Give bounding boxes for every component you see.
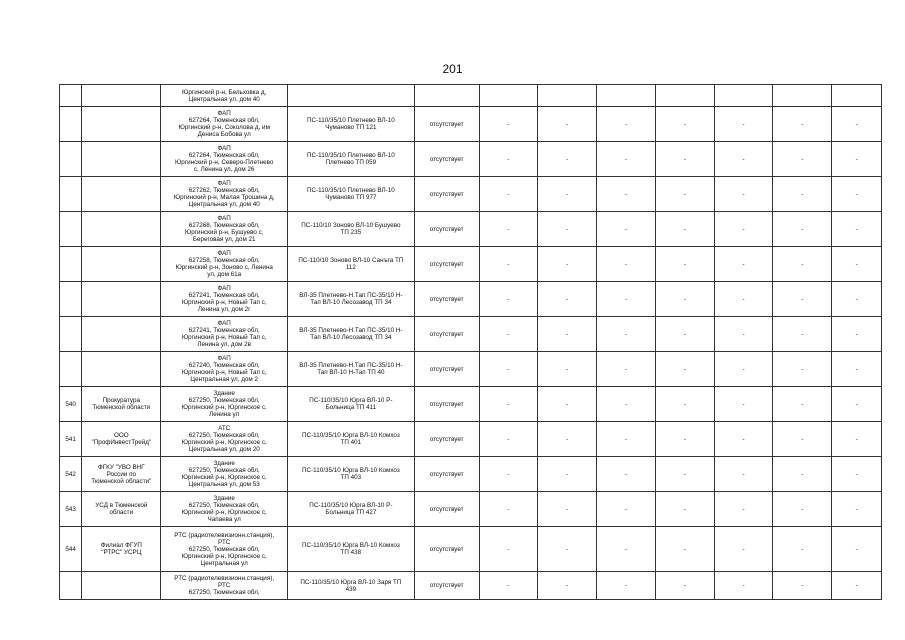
value-cell: - — [714, 492, 773, 527]
value-cell: - — [655, 352, 714, 387]
table-row — [60, 492, 882, 527]
substation-cell: ПС-110/35/10 Юрга ВЛ-10 Р- Больница ТП 427 — [288, 492, 415, 527]
substation-cell: ПС-110/35/10 Юрга ВЛ-10 Комхоз ТП 438 — [288, 527, 415, 572]
organization-cell: УСД в Тюменской области — [82, 492, 161, 527]
value-cell: - — [479, 107, 538, 142]
page-number: 201 — [442, 62, 463, 76]
value-cell: - — [655, 527, 714, 572]
value-cell: - — [655, 177, 714, 212]
value-cell — [479, 85, 538, 107]
status-cell: отсутствует — [414, 247, 479, 282]
object-address-cell: ФАП 627241, Тюменская обл, Юргинский р-н, Новый Тап с, Ленина ул, дом 2г — [161, 282, 288, 317]
organization-cell — [82, 317, 161, 352]
value-cell: - — [714, 572, 773, 600]
row-number: 543 — [60, 492, 82, 527]
value-cell: - — [773, 212, 832, 247]
value-cell: - — [714, 422, 773, 457]
value-cell: - — [538, 247, 597, 282]
value-cell: - — [655, 142, 714, 177]
organization-cell — [82, 142, 161, 177]
table-row — [60, 387, 882, 422]
value-cell: - — [538, 352, 597, 387]
value-cell: - — [832, 282, 882, 317]
table-row — [60, 572, 882, 600]
row-number — [60, 317, 82, 352]
substation-cell: ВЛ-35 Плетнево-Н.Тап ПС-35/10 Н- Тап ВЛ-10 Н-Тап ТП 40 — [288, 352, 415, 387]
value-cell: - — [773, 107, 832, 142]
value-cell: - — [655, 422, 714, 457]
table-row — [60, 457, 882, 492]
value-cell: - — [597, 142, 656, 177]
value-cell: - — [832, 572, 882, 600]
value-cell: - — [597, 387, 656, 422]
row-number: 542 — [60, 457, 82, 492]
value-cell: - — [773, 387, 832, 422]
object-address-cell: ФАП 627240, Тюменская обл, Юргинский р-н, Новый Тап с, Центральная ул, дом 2 — [161, 352, 288, 387]
value-cell: - — [714, 107, 773, 142]
value-cell: - — [714, 142, 773, 177]
status-cell: отсутствует — [414, 457, 479, 492]
value-cell: - — [479, 352, 538, 387]
value-cell: - — [479, 142, 538, 177]
status-cell — [414, 85, 479, 107]
status-cell: отсутствует — [414, 527, 479, 572]
value-cell: - — [479, 492, 538, 527]
value-cell: - — [597, 352, 656, 387]
organization-cell — [82, 212, 161, 247]
value-cell: - — [832, 212, 882, 247]
object-address-cell: РТС (радиотелевизионн.станция), РТС 627250, Тюменская обл, — [161, 572, 288, 600]
value-cell: - — [832, 527, 882, 572]
row-number — [60, 177, 82, 212]
value-cell: - — [538, 282, 597, 317]
row-number: 544 — [60, 527, 82, 572]
value-cell: - — [832, 492, 882, 527]
row-number — [60, 572, 82, 600]
row-number — [60, 247, 82, 282]
value-cell: - — [773, 177, 832, 212]
value-cell: - — [832, 317, 882, 352]
table-row — [60, 422, 882, 457]
value-cell: - — [655, 107, 714, 142]
row-number — [60, 107, 82, 142]
value-cell: - — [714, 282, 773, 317]
table-row — [60, 247, 882, 282]
substation-cell: ПС-110/35/10 Плетнево ВЛ-10 Чуманово ТП 121 — [288, 107, 415, 142]
value-cell — [655, 85, 714, 107]
value-cell: - — [832, 177, 882, 212]
row-number — [60, 142, 82, 177]
value-cell: - — [479, 387, 538, 422]
value-cell: - — [773, 247, 832, 282]
value-cell: - — [773, 422, 832, 457]
row-number — [60, 85, 82, 107]
value-cell: - — [714, 387, 773, 422]
row-number — [60, 212, 82, 247]
table-row — [60, 527, 882, 572]
object-address-cell: ФАП 627264, Тюменская обл, Юргинский р-н, Северо-Плетнево с, Ленина ул, дом 26 — [161, 142, 288, 177]
organization-cell — [82, 352, 161, 387]
value-cell: - — [655, 492, 714, 527]
object-address-cell: АТС 627250, Тюменская обл, Юргинский р-н, Юргинское с, Центральная ул, дом 20 — [161, 422, 288, 457]
value-cell: - — [832, 247, 882, 282]
table-row — [60, 212, 882, 247]
row-number — [60, 352, 82, 387]
value-cell: - — [538, 572, 597, 600]
organization-cell — [82, 107, 161, 142]
object-address-cell: ФАП 627264, Тюменская обл, Юргинский р-н, Соколова д, им Дениса Бобова ул — [161, 107, 288, 142]
object-address-cell: Юргинский р-н, Бельховка д, Центральная ул, дом 40 — [161, 85, 288, 107]
status-cell: отсутствует — [414, 282, 479, 317]
value-cell: - — [597, 527, 656, 572]
value-cell: - — [655, 387, 714, 422]
value-cell: - — [479, 177, 538, 212]
value-cell: - — [773, 527, 832, 572]
value-cell: - — [655, 282, 714, 317]
value-cell: - — [479, 247, 538, 282]
row-number: 540 — [60, 387, 82, 422]
status-cell: отсутствует — [414, 177, 479, 212]
status-cell: отсутствует — [414, 422, 479, 457]
object-address-cell: Здание 627250, Тюменская обл, Юргинский р-н, Юргинское с, Центральная ул, дом 53 — [161, 457, 288, 492]
value-cell: - — [538, 212, 597, 247]
row-number: 541 — [60, 422, 82, 457]
value-cell: - — [479, 572, 538, 600]
value-cell: - — [538, 457, 597, 492]
value-cell: - — [538, 107, 597, 142]
value-cell: - — [714, 177, 773, 212]
value-cell: - — [714, 212, 773, 247]
status-cell: отсутствует — [414, 317, 479, 352]
value-cell: - — [773, 317, 832, 352]
value-cell: - — [832, 107, 882, 142]
organization-cell — [82, 572, 161, 600]
value-cell: - — [538, 387, 597, 422]
value-cell: - — [597, 107, 656, 142]
value-cell — [538, 85, 597, 107]
table-row — [60, 142, 882, 177]
status-cell: отсутствует — [414, 142, 479, 177]
value-cell: - — [714, 457, 773, 492]
table-row — [60, 177, 882, 212]
value-cell: - — [832, 422, 882, 457]
table-row — [60, 85, 882, 107]
value-cell: - — [597, 177, 656, 212]
table-row — [60, 107, 882, 142]
object-address-cell: ФАП 627258, Тюменская обл, Юргинский р-н, Зоново с, Ленина ул, дом 61а — [161, 247, 288, 282]
value-cell: - — [832, 457, 882, 492]
value-cell: - — [832, 387, 882, 422]
organization-cell — [82, 85, 161, 107]
value-cell: - — [479, 527, 538, 572]
value-cell: - — [714, 527, 773, 572]
table-row — [60, 352, 882, 387]
organization-cell: Прокуратура Тюменской области — [82, 387, 161, 422]
status-cell: отсутствует — [414, 107, 479, 142]
organization-cell — [82, 282, 161, 317]
value-cell: - — [597, 457, 656, 492]
table-body — [60, 85, 882, 600]
value-cell: - — [479, 212, 538, 247]
status-cell: отсутствует — [414, 492, 479, 527]
value-cell: - — [773, 492, 832, 527]
value-cell: - — [479, 317, 538, 352]
value-cell: - — [479, 457, 538, 492]
value-cell: - — [597, 247, 656, 282]
object-address-cell: ФАП 627262, Тюменская обл, Юргинский р-н, Малая Трошина д, Центральная ул, дом 40 — [161, 177, 288, 212]
value-cell: - — [597, 422, 656, 457]
value-cell: - — [597, 492, 656, 527]
value-cell — [597, 85, 656, 107]
status-cell: отсутствует — [414, 352, 479, 387]
value-cell: - — [538, 317, 597, 352]
object-address-cell: Здание 627250, Тюменская обл, Юргинский р-н, Юргинское с, Чапаева ул — [161, 492, 288, 527]
value-cell: - — [773, 142, 832, 177]
value-cell: - — [773, 572, 832, 600]
value-cell: - — [597, 572, 656, 600]
status-cell: отсутствует — [414, 387, 479, 422]
capacity-table — [59, 84, 882, 600]
value-cell: - — [832, 142, 882, 177]
value-cell: - — [655, 212, 714, 247]
value-cell: - — [655, 572, 714, 600]
organization-cell: ФГКУ "УВО ВНГ России по Тюменской области" — [82, 457, 161, 492]
object-address-cell: ФАП 627268, Тюменская обл, Юргинский р-н, Бушуево с, Береговая ул, дом 21 — [161, 212, 288, 247]
table-row — [60, 282, 882, 317]
substation-cell: ПС-110/10 Зоново ВЛ-10 Санъга ТП 112 — [288, 247, 415, 282]
status-cell: отсутствует — [414, 572, 479, 600]
value-cell: - — [655, 457, 714, 492]
table-row — [60, 317, 882, 352]
row-number — [60, 282, 82, 317]
value-cell: - — [597, 317, 656, 352]
value-cell — [714, 85, 773, 107]
object-address-cell: ФАП 627241, Тюменская обл, Юргинский р-н, Новый Тап с, Ленина ул, дом 2в — [161, 317, 288, 352]
substation-cell: ПС-110/35/10 Юрга ВЛ-10 Комхоз ТП 401 — [288, 422, 415, 457]
value-cell: - — [538, 492, 597, 527]
substation-cell: ПС-110/35/10 Юрга ВЛ-10 Заря ТП 439 — [288, 572, 415, 600]
substation-cell: ПС-110/35/10 Плетнево ВЛ-10 Чуманово ТП 977 — [288, 177, 415, 212]
value-cell: - — [714, 317, 773, 352]
value-cell: - — [714, 247, 773, 282]
organization-cell — [82, 177, 161, 212]
object-address-cell: Здание 627250, Тюменская обл, Юргинский р-н, Юргинское с, Ленина ул — [161, 387, 288, 422]
value-cell: - — [538, 142, 597, 177]
substation-cell — [288, 85, 415, 107]
value-cell — [832, 85, 882, 107]
value-cell: - — [773, 282, 832, 317]
value-cell: - — [773, 352, 832, 387]
value-cell: - — [538, 527, 597, 572]
object-address-cell: РТС (радиотелевизионн.станция), РТС 627250, Тюменская обл, Юргинский р-н, Юргинское с, Центральная ул — [161, 527, 288, 572]
value-cell: - — [655, 247, 714, 282]
value-cell: - — [538, 177, 597, 212]
organization-cell — [82, 247, 161, 282]
value-cell: - — [597, 282, 656, 317]
substation-cell: ВЛ-35 Плетнево-Н.Тап ПС-35/10 Н- Тап ВЛ-10 Лесозавод ТП 34 — [288, 317, 415, 352]
substation-cell: ВЛ-35 Плетнево-Н.Тап ПС-35/10 Н- Тап ВЛ-10 Лесозавод ТП 34 — [288, 282, 415, 317]
value-cell: - — [538, 422, 597, 457]
value-cell: - — [655, 317, 714, 352]
value-cell: - — [773, 457, 832, 492]
value-cell: - — [714, 352, 773, 387]
organization-cell: Филиал ФГУП "РТРС" УСРЦ — [82, 527, 161, 572]
value-cell: - — [479, 282, 538, 317]
value-cell — [773, 85, 832, 107]
value-cell: - — [479, 422, 538, 457]
value-cell: - — [597, 212, 656, 247]
organization-cell: ООО "ПрофИнвестТрейд" — [82, 422, 161, 457]
substation-cell: ПС-110/35/10 Плетнево ВЛ-10 Плетнево ТП 059 — [288, 142, 415, 177]
substation-cell: ПС-110/10 Зоново ВЛ-10 Бушуево ТП 235 — [288, 212, 415, 247]
value-cell: - — [832, 352, 882, 387]
substation-cell: ПС-110/35/10 Юрга ВЛ-10 Комхоз ТП 403 — [288, 457, 415, 492]
status-cell: отсутствует — [414, 212, 479, 247]
substation-cell: ПС-110/35/10 Юрга ВЛ-10 Р- Больница ТП 411 — [288, 387, 415, 422]
